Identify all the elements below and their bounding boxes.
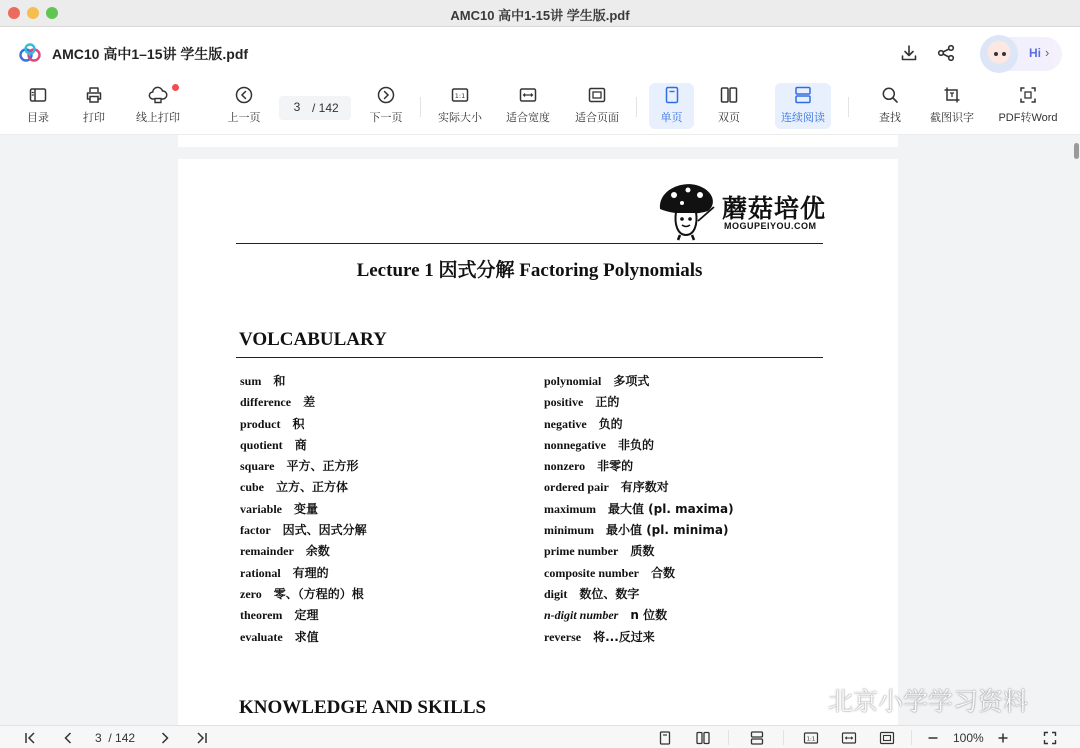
double-page-icon[interactable]	[695, 730, 711, 746]
document-viewport[interactable]	[0, 135, 1080, 725]
zoom-out-icon[interactable]	[925, 730, 941, 746]
prev-page-label: 上一页	[227, 112, 261, 124]
crop-text-icon	[942, 85, 962, 105]
assistant-hi-button[interactable]	[980, 37, 1062, 71]
vocab-item: n-digit number n 位数	[544, 608, 668, 623]
window-titlebar	[0, 0, 1080, 27]
page-total: / 142	[312, 101, 339, 115]
vocab-item: product 积	[240, 416, 305, 431]
vocab-item: polynomial 多项式	[544, 374, 650, 388]
next-page-label: 下一页	[369, 112, 403, 124]
header-rule	[236, 243, 823, 244]
chevron-left-circle-icon	[234, 85, 254, 105]
prev-page-button[interactable]	[224, 83, 264, 129]
continuous-scroll-icon	[793, 85, 813, 105]
vocab-item: prime number 质数	[544, 544, 655, 559]
statusbar-divider	[783, 730, 784, 745]
zoom-level: 100%	[953, 731, 984, 745]
fit-page-button[interactable]	[570, 83, 624, 129]
share-icon[interactable]	[936, 43, 956, 63]
toc-button[interactable]	[18, 83, 58, 129]
knowledge-heading: KNOWLEDGE AND SKILLS	[239, 697, 487, 718]
continuous-read-button[interactable]	[775, 83, 831, 129]
vocabulary-heading: VOLCABULARY	[239, 329, 387, 350]
vocab-column-right	[544, 372, 734, 649]
vocab-item: positive 正的	[544, 395, 620, 410]
vocab-item: sum 和	[240, 374, 286, 388]
actual-size-icon[interactable]	[803, 730, 819, 746]
find-label: 查找	[879, 112, 901, 124]
vocab-item: difference 差	[240, 395, 316, 410]
sidebar-toc-icon	[28, 85, 48, 105]
app-logo-icon	[18, 43, 42, 63]
double-page-label: 双页	[718, 112, 740, 124]
vocab-item: evaluate 求值	[240, 629, 319, 644]
vocab-item: maximum 最大值 (pl. maxima)	[544, 501, 734, 516]
search-icon	[880, 85, 900, 105]
notification-badge	[172, 84, 179, 91]
vocab-item: variable 变量	[240, 501, 319, 516]
lecture-title: Lecture 1 因式分解 Factoring Polynomials	[356, 260, 703, 281]
find-button[interactable]	[870, 83, 910, 129]
download-icon[interactable]	[899, 43, 919, 63]
wechat-icon	[782, 686, 820, 714]
toolbar-divider	[420, 97, 421, 117]
chevron-right-icon: ›	[1045, 45, 1050, 60]
online-print-label: 线上打印	[136, 112, 180, 124]
vocab-item: nonnegative 非负的	[544, 437, 655, 452]
assistant-hi-label: Hi	[1029, 46, 1041, 60]
status-page-indicator: 3 / 142	[95, 731, 136, 745]
app-header	[0, 27, 1080, 79]
page-number-input[interactable]	[287, 100, 307, 114]
document-filename: AMC10 高中1–15讲 学生版.pdf	[52, 46, 249, 62]
statusbar-divider	[728, 730, 729, 745]
assistant-avatar-icon	[980, 35, 1018, 73]
vocab-item: cube 立方、正方体	[240, 480, 349, 495]
vocab-item: square 平方、正方形	[240, 459, 359, 474]
convert-icon	[1018, 85, 1038, 105]
previous-page-edge	[178, 135, 898, 147]
vocab-item: rational 有理的	[240, 565, 329, 580]
single-page-button[interactable]	[649, 83, 694, 129]
actual-size-icon	[450, 85, 470, 105]
printer-icon	[84, 85, 104, 105]
zoom-in-icon[interactable]	[995, 730, 1011, 746]
print-label: 打印	[83, 112, 105, 124]
window-title: AMC10 高中1-15讲 学生版.pdf	[450, 8, 630, 23]
svg-text:1:1: 1:1	[806, 736, 816, 743]
single-page-icon[interactable]	[657, 730, 673, 746]
vocab-item: remainder 余数	[240, 544, 330, 559]
svg-text:1:1: 1:1	[454, 91, 466, 100]
vocab-item: minimum 最小值 (pl. minima)	[544, 523, 729, 538]
ocr-label: 截图识字	[930, 112, 974, 124]
continuous-read-label: 连续阅读	[781, 112, 825, 124]
single-page-label: 单页	[660, 112, 683, 124]
vocab-item: composite number 合数	[544, 565, 676, 580]
continuous-scroll-icon[interactable]	[749, 730, 765, 746]
vocab-item: ordered pair 有序数对	[544, 480, 669, 495]
chevron-right-circle-icon	[376, 85, 396, 105]
fit-page-label: 适合页面	[575, 112, 619, 124]
pdf-page	[178, 159, 898, 725]
vocabulary-rule	[236, 357, 823, 358]
vocab-item: nonzero 非零的	[544, 459, 634, 474]
vocab-item: negative 负的	[544, 416, 623, 431]
brand-chinese-name: 蘑菇培优	[722, 194, 827, 223]
fit-page-icon[interactable]	[879, 730, 895, 746]
ocr-screenshot-button[interactable]	[926, 83, 978, 129]
pdf-to-word-button[interactable]	[995, 83, 1061, 129]
fit-width-icon	[518, 85, 538, 105]
pdf-to-word-label: PDF转Word	[998, 112, 1058, 124]
vocab-item: zero 零、（方程的）根	[240, 586, 364, 601]
statusbar-divider	[911, 730, 912, 745]
actual-size-button[interactable]	[434, 83, 486, 129]
chevron-right-icon[interactable]	[157, 730, 173, 746]
last-page-icon[interactable]	[194, 730, 210, 746]
print-button[interactable]	[74, 83, 114, 129]
vertical-scrollbar[interactable]	[1074, 143, 1079, 159]
vocab-item: factor 因式、因式分解	[240, 523, 367, 538]
fit-width-label: 适合宽度	[506, 112, 550, 124]
mushroom-mascot-icon	[656, 181, 718, 241]
vocab-item: theorem 定理	[240, 608, 319, 623]
vocab-item: reverse 将...反过来	[544, 629, 655, 644]
fit-width-icon[interactable]	[841, 730, 857, 746]
double-page-icon	[719, 85, 739, 105]
cloud-print-icon	[148, 85, 168, 105]
vocab-item: digit 数位、数字	[544, 586, 640, 601]
toc-label: 目录	[27, 112, 49, 124]
watermark-text: 北京小学学习资料	[828, 687, 1029, 716]
fit-page-icon	[587, 85, 607, 105]
toolbar-divider	[636, 97, 637, 117]
first-page-icon[interactable]	[22, 730, 38, 746]
actual-size-label: 实际大小	[438, 112, 482, 124]
double-page-button[interactable]	[708, 83, 750, 129]
fullscreen-icon[interactable]	[1042, 730, 1058, 746]
next-page-button[interactable]	[366, 83, 406, 129]
page-number-box	[279, 96, 351, 120]
fit-width-button[interactable]	[502, 83, 554, 129]
vocab-column-left	[240, 372, 367, 649]
chevron-left-icon[interactable]	[60, 730, 76, 746]
single-page-icon	[662, 85, 682, 105]
brand-url: MOGUPEIYOU.COM	[724, 221, 817, 231]
brand-logo	[656, 181, 826, 243]
status-bar	[0, 725, 1080, 748]
vocab-item: quotient 商	[240, 437, 307, 452]
toolbar-divider	[848, 97, 849, 117]
main-toolbar	[0, 79, 1080, 135]
